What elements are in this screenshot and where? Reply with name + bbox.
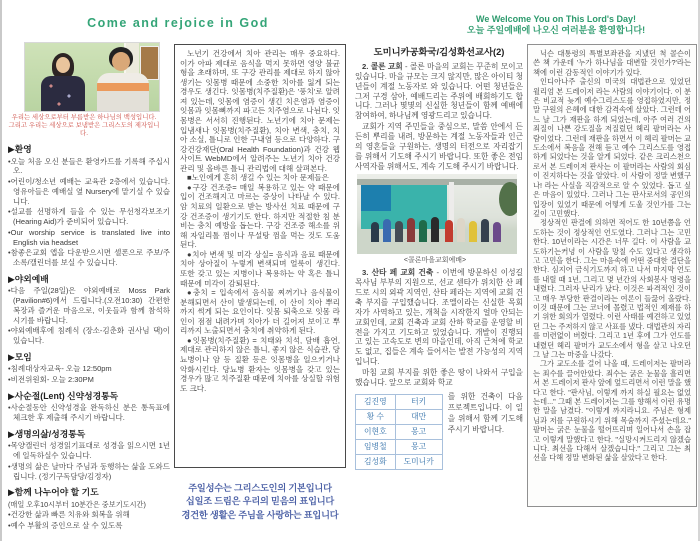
missionary-name: 임병철 [356, 439, 396, 454]
congregation-couple-photo [24, 42, 160, 112]
announcement-item: •Our worship service is translated live into English via headset [8, 227, 170, 247]
person-figure [431, 217, 439, 242]
missionary-country: 대만 [395, 409, 442, 424]
section-title-meetings: ▶모임 [8, 351, 32, 362]
motto-line: 경건한 생활은 주님을 사랑하는 표입니다 [181, 509, 339, 520]
man-figure-face [112, 52, 130, 71]
woman-figure-face [56, 57, 70, 73]
tree [499, 182, 517, 216]
village-church-photo-caption: <콜론마을교회예배> [403, 257, 467, 265]
person-figure [469, 221, 477, 242]
health-paragraph: 노년기 건강에서 치아 관리는 매우 중요하다. 이가 아파 제대로 음식을 먹지 못하면 영양 불균형을 초래하며, 또 구강 관리를 제대로 하지 않아 생기는 잇몸병 때문에 소중한 치아를 잃게 되는 경우도 생긴다. 잇몸병(치주질환)은 '풍치'로 알려져 있는데, 잇몸에 염증이 생긴 치은염과 염증이 잇몸과 잇몸뼈까지 파고든 치주염으로 나뉜다. 잇몸병은 서서히 진행된다. 노년기에 치아 문제는 입냄새나 잇몸병(치주질환), 치아 변색, 충치, 치아 소실, 틀니로 인한 구내염 등으로 다양하다. 구강건강재단(Oral Health Foundation)과 건강 웹사이트 WebMD에서 알려주는 노년기 치아 건강 관리 및 올바른 틀니 관리법에 대해 살펴본다. [180, 49, 340, 173]
motto-line: 주일성수는 그리스도인의 기본입니다 [188, 483, 332, 493]
table-row [356, 454, 443, 469]
missionary-name: 황 수 [356, 409, 396, 424]
missionary-name: 이현호 [356, 424, 396, 439]
health-paragraph: ●구강 건조증= 매일 복용하고 있는 약 때문에 입이 건조해지고 마르는 증상이 나타날 수 있다. 암 치료의 일환으로 받는 방사선 치료 때문에 구강 건조증이 생기기도 한다. 하지만 적절한 침 분비는 충치 예방을 돕는다. 구강 건조증 해소를 위해 자일리톨 껌이나 무설탕 껌을 먹는 것도 도움된다. [180, 182, 340, 250]
person-figure [419, 220, 427, 242]
section-title-prayer: ▶함께 나누어야 할 기도 [8, 487, 99, 498]
table-row [356, 394, 443, 409]
missionary-name: 김진영 [356, 394, 396, 409]
announcement-item: •오늘 처음 오신 분들은 환영카드를 기록해 주십시오. [8, 156, 170, 176]
welcome-line-english: We Welcome You on This Lord's Day! [475, 14, 636, 24]
motto-line: 십일조 드림은 우리의 믿음의 표입니다 [185, 496, 335, 507]
health-paragraph: ●치아 변색 및 미각 상실= 음식과 음료 때문에 치아 상아질이 누렇게 변색되며 얼룩이 생긴다. 또한 갖고 있는 지병이나 복용하는 약 혹은 틀니 때문에 미각이 감퇴된다. [180, 249, 340, 288]
table-row [356, 409, 443, 424]
announcement-item: •생명의 삶은 날마다 주님과 동행하는 삶을 도와드립니다. (정기구독담당/김정자) [8, 461, 170, 481]
photo-caption [8, 114, 160, 138]
person-figure [371, 222, 379, 242]
mission-paragraph: 교회가 지역 주민들을 중심으로, 말씀 안에서 든든히 뿌리를 내려, 방문하는 계절 노동자들과 인근의 영혼들을 구원하는, 생명의 터전으로 자리잡기를 위해서 기도해 주시기 바랍니다. 또한 좋은 전임 사역자를 위해서도, 계속 기도해 주시기 바랍니다. [355, 122, 523, 171]
missionary-country: 도미니카 [395, 454, 442, 469]
health-paragraph: ●잇몸병(치주질환) = 치태와 치석, 담배 흡연, 제대로 관리하지 않은 틀니, 좋지 않은 식습관, 당뇨병이나 암 등 질환 등은 잇몸병을 일으키거나 악화시킨다. 당뇨병 환자는 잇몸병을 갖고 있는 경우가 많고 치주질환 때문에 치아를 상실할 위험도 크다. [180, 335, 340, 393]
announcement-item: •다음 주일(28일)은 야외예배로 Moss Park (Pavilion#6)에서 드립니다.(오전10:30) 간편한 복장과 즐거운 마음으로, 이웃들과 함께 참석하시기를 바랍니다. [8, 286, 170, 325]
missionary-country: 몽고 [395, 439, 442, 454]
village-church-service-photo [357, 174, 517, 254]
missionary-letter-column [355, 44, 523, 538]
man-figure-body [97, 73, 149, 112]
announcement-item: •참좋은교회 앱을 다운받으시면 셀폰으로 주보/주소록/캘린더를 보실 수 있습니다. [8, 248, 170, 267]
health-paragraph: ■노인에게 흔히 생길 수 있는 치아 문제들은 [187, 173, 329, 183]
mission-paragraph-beside-table: 를 위한 건축이 다음 프로젝트입니다. 이 일을 위해서 함께 기도해 주시기 바랍니다. [447, 391, 523, 435]
person-figure [383, 219, 391, 242]
section-title-welcome: ▶환영 [8, 144, 32, 154]
announcement-item: •침례대상자교육- 오늘 12:50pm [8, 364, 112, 374]
welcome-line-korean: 오늘 주일예배에 나오신 여러분을 환영합니다! [466, 25, 646, 36]
person-figure [407, 218, 415, 242]
photo-caption-line1: 우리는 세상으로부터 부름받은 하나님의 백성입니다. [11, 114, 157, 121]
devotional-story-box [527, 44, 697, 507]
missionary-country: 터키 [395, 394, 442, 409]
faith-motto-lines [168, 482, 352, 522]
announcement-item: •예수 부활의 증인으로 살 수 있도록 [8, 520, 123, 530]
health-paragraph: ●충치 = 입속에서 음식물 찌꺼기나 음식물이 분해되면서 산이 발생되는데, 이 산이 치아 뿌리까지 썩게 되는 요인이다. 잇몸 퇴축으로 잇몸 라인이 점점 내려가며 치아가 더 길어져 보이고 뿌리까지 노출되면서 충치에 취약하게 된다. [180, 288, 340, 336]
announcement-item: •비전위원회- 오늘 2:30PM [8, 375, 94, 384]
mission-p3-lead: 3. 산타 페 교회 건축 [362, 268, 434, 278]
missionary-table-block [355, 391, 523, 471]
story-paragraph: 인디아나주 출신의 미국의 대법관으로 있었던 윌리엄 본 드레이저 라는 사람의 이야기이다. 이 분은 비교적 늦게 예수그리스도를 영접하였지만, 정말 구원의 은혜에 대한 감격속에 살았다. 그런데 어느 날 그가 재판을 하게 되었는데, 아주 여러 건의 죄질이 나쁜 강도질을 저질렀던 헤리 팔머라는 사람이었다. 그런데 재판을 하면서 이 헤리 팔머는 교도소에서 복음을 전해 듣고 예수 그리스도를 영접하게 되었다는 것을 알게 되었다. 같은 크리스천으로서 본 드레이저 판사는 이 팔머라는 사람의 회심이 진지하다는 것을 알았다. 이 사람이 정말 변했구나! 라는 사실을 직감적으로 알 수 있었다. 돕고 싶은 마음이 있었다. 그러나 그는 판사로서의 공인의 입장이 있었기 때문에 어떻게 도울 것인가를 그는 깊이 고민했다. [533, 77, 691, 218]
missionary-name: 김성화 [356, 454, 396, 469]
woman-figure-body [41, 76, 85, 112]
prayer-time-note: (매일 오후10시부터 10분간은 중보기도시간) [8, 499, 146, 509]
announcement-item: •건강한 삶과 빠른 치유와 회복을 위해 [8, 510, 130, 520]
mission-paragraph: 마침 교회 부지를 위한 좋은 땅이 나와서 구입을 했습니다. 앞으로 교회와 학교 [355, 368, 523, 387]
scan-edge-left [0, 0, 2, 541]
section-title-outdoor-service: ▶야외예배 [8, 273, 49, 284]
announcement-item: •야외예배후에 침례식 (장소-김춘화 권사님 댁)이 있습니다. [8, 326, 170, 345]
story-paragraph: 닉슨 대통령의 특별보좌관을 지냈던 척 콜슨이 쓴 책 가운데 '누가 하나님을 대변할 것인가?'라는 책에 이런 감동적인 이야기가 있다. [533, 49, 691, 77]
left-page-header: Come and rejoice in God [87, 16, 269, 30]
person-figure [395, 221, 403, 242]
section-title-lent: ▶사순절(Lent) 신약성경통독 [8, 390, 119, 401]
announcement-item: •어린이/청소년 예배는 교육관 2층에서 있습니다. 영유아들은 예배실 옆 Nursery에 맡기실 수 있습니다. [8, 177, 170, 206]
person-figure [481, 219, 489, 242]
announcements-column [8, 40, 170, 538]
right-page-header [420, 14, 692, 37]
person-figure [457, 218, 465, 242]
photo-caption-line2: 그리고 우리는 세상으로 보냄받은 그리스도의 제자입니다. [8, 122, 160, 137]
mission-paragraph [355, 62, 523, 121]
table-row [356, 439, 443, 454]
table-row [356, 424, 443, 439]
missionary-letter-title: 도미니카공화국/김성화선교사(2) [373, 47, 505, 57]
mission-p1-text: - 콜론 마을의 교회는 꾸준히 모이고 있습니다. 마을 규모는 크지 않지만, 많은 아이티 청년들이 계절 노동자로 와 있습니다. 어떤 청년들은 그저 구경 삼아, 예배드리는 주위에 배회하기도 합니다. 그러나 몇몇의 신실한 청년들이 함께 예배에 참여하여, 하나님께 영광드리고 있습니다. [355, 62, 523, 121]
church-window-shade [361, 185, 391, 211]
missionary-list-table [355, 394, 443, 470]
person-figure [493, 222, 501, 242]
announcement-item: •설교를 선명하게 들을 수 있는 무선청각보조기(Hearing Aid)가 준비되어 있습니다. [8, 207, 170, 226]
story-paragraph: 정상적인 판결에 의하면 적어도 한 10년쯤을 언도하는 것이 정상적인 언도였다. 그러나 그는 고민한다. 10년이라는 시간은 너무 길다. 이 사람을 교도하기는커녕 이 사람을 망칠 수도 있다고 생각하고 고민을 한다. 그는 마음속에 어떤 중대한 결단을 한다. 심지어 금식기도까지 하고 나서 마지막 언도를 내릴 때 1년, 그리고 몇 년간의 사회봉사 명령을 내렸다. 그러자 난리가 났다. 이것은 파격적인 것이고 매우 부당한 판결이라는 여론이 들끓어 올랐다. 이것 때문에 그는 코너에 몰렸고 법적인 제재를 하기 위한 회의가 열렸다. 이런 사태를 예견하고 있었던 그는 주저하지 않고 사표를 냈다. 대법관의 자리를 미련없이 버렸다. 그리고 1년 후에 그가 언도를 내렸던 헤리 팔머가 교도소에서 형을 살고 나오던 그 날 그는 마중을 나갔다. [533, 218, 691, 359]
mission-p3-text: - 이번에 방문하신 이성길 목사님 부부의 지원으로, 선교 센타가 위치한 산 페드로 시의 외곽 지역인, 산타 페라는 지역에 교회 건축 부지를 구입했습니다. 조엘이라는 신실한 목회자가 사역하고 있는, 개척을 시작한지 얼마 안되는 교회인데, 교회 건축과 교회 산하 학교를 운영할 비전을 가지고 기도하고 있었습니다. 개발이 진행되고 있는 고속도로 변의 마을인데, 아직 근처에 학교도 없고, 집들은 계속 들어서는 발전 가능성의 지역입니다. [355, 268, 523, 367]
dental-health-article-box [174, 44, 346, 468]
mission-p1-lead: 2. 콜론 교회 [362, 62, 403, 71]
announcement-item: •목양캘린더 성경읽기표대로 성경을 읽으시면 1년에 일독하실수 있습니다. [8, 441, 170, 460]
mission-paragraph [355, 268, 523, 367]
person-figure [445, 220, 453, 242]
announcement-item: •사순절동안 신약성경을 완독하신 분은 통독표에 체크한 후 제출해 주시기 바랍니다. [8, 403, 170, 422]
missionary-country: 몽고 [395, 424, 442, 439]
story-paragraph: 그가 교도소를 걸어 나올 때, 드레이저는 팔머라는 죄수를 끌어안았다. 죄수는 굵은 눈물을 흘리면서 본 드레이저 판사 앞에 엎드리면서 이런 말을 했다고 한다. "판사님, 이렇게 까지 하실 필요는 없었는데..." 그때 본 드레이저는 그를 향해서 이런 유명한 말을 남겼다. "이렇게 까지라니요. 주님은 형제님과 저를 구원하시기 위해 목숨까지 주셨는데요." 팔머는 굵은 눈물을 떨어뜨리며 일어나서 손을 잡고 이렇게 말했다고 한다. "실망시켜드리지 않겠습니다. 최선을 다해서 살겠습니다." 그리고 그는 최선을 다해 정말 변화된 삶을 살았다고 한다. [533, 359, 691, 463]
section-title-bible-reading: ▶생명의삶/성경통독 [8, 428, 86, 439]
